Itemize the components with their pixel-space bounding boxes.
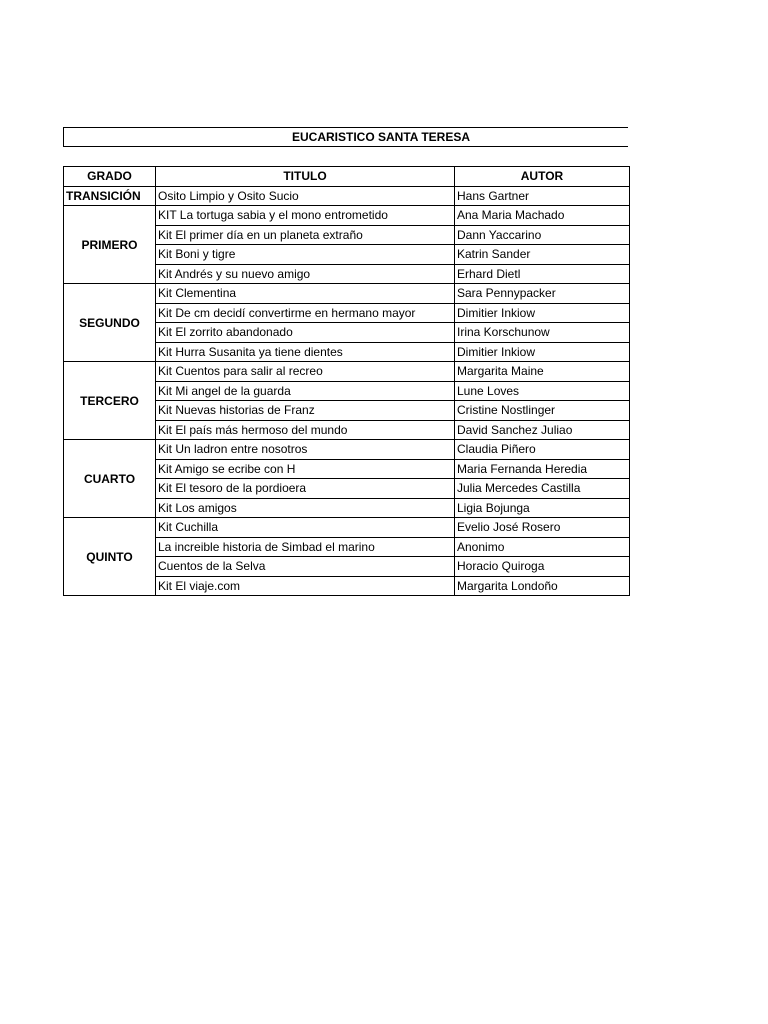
document-title bbox=[63, 127, 628, 147]
grado-cell: QUINTO bbox=[64, 518, 156, 596]
grado-cell: SEGUNDO bbox=[64, 284, 156, 362]
autor-cell: Horacio Quiroga bbox=[455, 557, 630, 577]
table-row bbox=[64, 186, 630, 206]
titulo-cell: Kit Clementina bbox=[156, 284, 455, 304]
column-header-grado: GRADO bbox=[64, 167, 156, 187]
grado-cell: PRIMERO bbox=[64, 206, 156, 284]
table-row bbox=[64, 206, 630, 226]
titulo-cell: KIT La tortuga sabia y el mono entrometido bbox=[156, 206, 455, 226]
autor-cell: Evelio José Rosero bbox=[455, 518, 630, 538]
table-row bbox=[64, 518, 630, 538]
autor-cell: Irina Korschunow bbox=[455, 323, 630, 343]
titulo-cell: Osito Limpio y Osito Sucio bbox=[156, 186, 455, 206]
autor-cell: Maria Fernanda Heredia bbox=[455, 459, 630, 479]
titulo-cell: Kit El país más hermoso del mundo bbox=[156, 420, 455, 440]
titulo-cell: Kit Mi angel de la guarda bbox=[156, 381, 455, 401]
books-table bbox=[63, 166, 630, 596]
table-row bbox=[64, 284, 630, 304]
autor-cell: Dimitier Inkiow bbox=[455, 303, 630, 323]
autor-cell: Ligia Bojunga bbox=[455, 498, 630, 518]
autor-cell: Katrin Sander bbox=[455, 245, 630, 265]
autor-cell: Cristine Nostlinger bbox=[455, 401, 630, 421]
titulo-cell: Kit El tesoro de la pordioera bbox=[156, 479, 455, 499]
column-header-autor: AUTOR bbox=[455, 167, 630, 187]
titulo-cell: Kit El primer día en un planeta extraño bbox=[156, 225, 455, 245]
titulo-cell: Kit De cm decidí convertirme en hermano mayor bbox=[156, 303, 455, 323]
titulo-cell: Kit El viaje.com bbox=[156, 576, 455, 596]
titulo-cell: Kit Cuchilla bbox=[156, 518, 455, 538]
autor-cell: Dann Yaccarino bbox=[455, 225, 630, 245]
autor-cell: Margarita Londoño bbox=[455, 576, 630, 596]
column-header-titulo: TITULO bbox=[156, 167, 455, 187]
titulo-cell: Cuentos de la Selva bbox=[156, 557, 455, 577]
titulo-cell: Kit Amigo se ecribe con H bbox=[156, 459, 455, 479]
titulo-cell: La increible historia de Simbad el marino bbox=[156, 537, 455, 557]
grado-cell: TRANSICIÓN bbox=[64, 186, 156, 206]
titulo-cell: Kit El zorrito abandonado bbox=[156, 323, 455, 343]
autor-cell: Sara Pennypacker bbox=[455, 284, 630, 304]
autor-cell: David Sanchez Juliao bbox=[455, 420, 630, 440]
titulo-cell: Kit Nuevas historias de Franz bbox=[156, 401, 455, 421]
grado-cell: CUARTO bbox=[64, 440, 156, 518]
table-row bbox=[64, 362, 630, 382]
autor-cell: Erhard Dietl bbox=[455, 264, 630, 284]
grado-cell: TERCERO bbox=[64, 362, 156, 440]
table-body bbox=[64, 186, 630, 596]
autor-cell: Hans Gartner bbox=[455, 186, 630, 206]
titulo-cell: Kit Los amigos bbox=[156, 498, 455, 518]
document-title-text: EUCARISTICO SANTA TERESA bbox=[291, 130, 470, 144]
autor-cell: Anonimo bbox=[455, 537, 630, 557]
autor-cell: Lune Loves bbox=[455, 381, 630, 401]
titulo-cell: Kit Hurra Susanita ya tiene dientes bbox=[156, 342, 455, 362]
table-row bbox=[64, 440, 630, 460]
titulo-cell: Kit Un ladron entre nosotros bbox=[156, 440, 455, 460]
autor-cell: Ana Maria Machado bbox=[455, 206, 630, 226]
titulo-cell: Kit Andrés y su nuevo amigo bbox=[156, 264, 455, 284]
titulo-cell: Kit Boni y tigre bbox=[156, 245, 455, 265]
autor-cell: Claudia Piñero bbox=[455, 440, 630, 460]
autor-cell: Dimitier Inkiow bbox=[455, 342, 630, 362]
table-header-row bbox=[64, 167, 630, 187]
autor-cell: Margarita Maine bbox=[455, 362, 630, 382]
titulo-cell: Kit Cuentos para salir al recreo bbox=[156, 362, 455, 382]
autor-cell: Julia Mercedes Castilla bbox=[455, 479, 630, 499]
